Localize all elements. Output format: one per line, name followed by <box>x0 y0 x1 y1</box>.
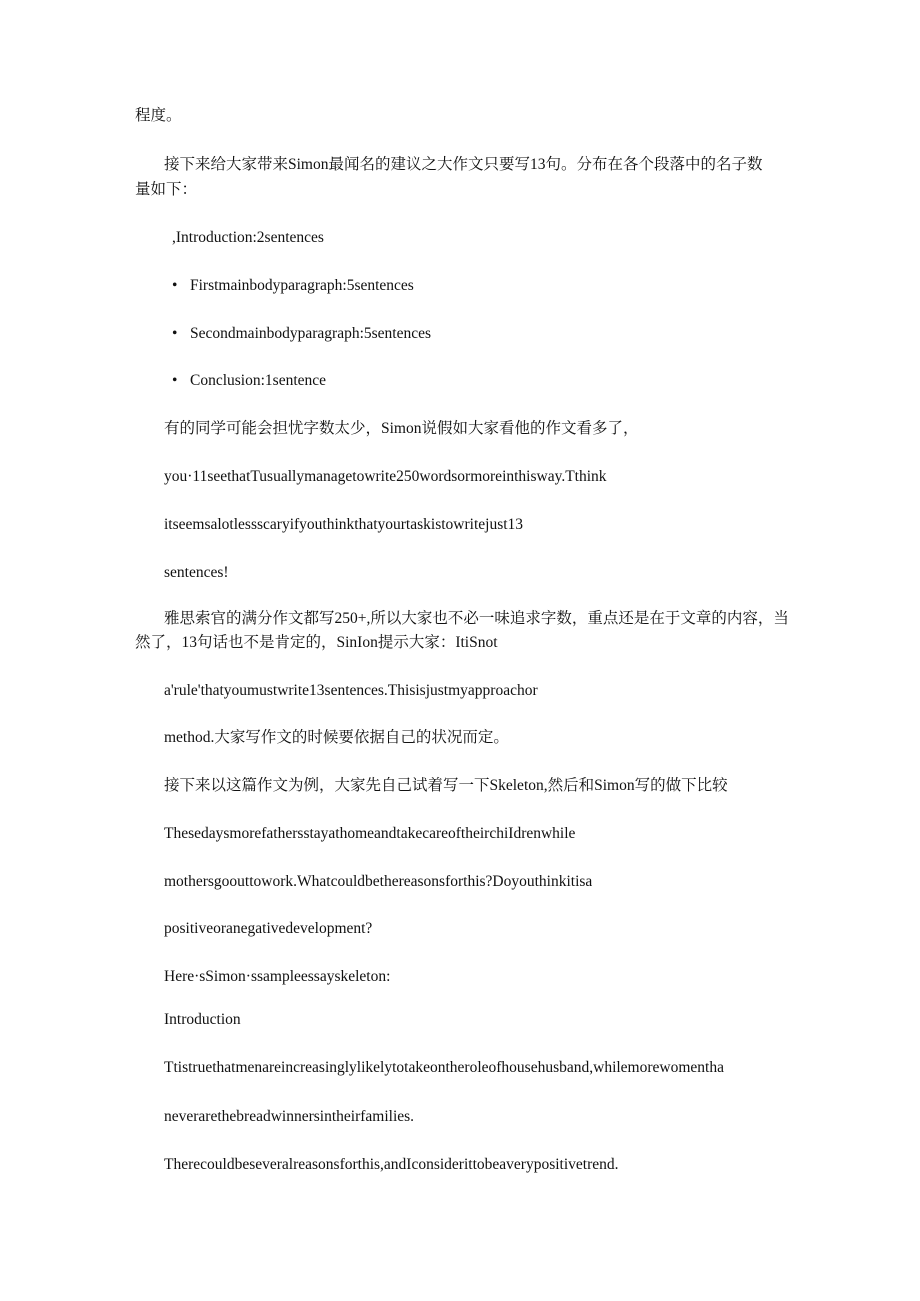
text-line: 程度。 <box>135 107 182 124</box>
text-line: you·11seethatTusuallymanagetowrite250wordsormoreinthisway.Tthink <box>164 468 607 485</box>
text-line: 雅思索官的满分作文都写250+,所以大家也不必一味追求字数，重点还是在于文章的内容，当 <box>164 610 789 627</box>
text-line: 然了，13句话也不是肯定的，SinIon提示大家：ItiSnot <box>135 634 498 651</box>
text-line: Here·sSimon·ssampleessayskeleton: <box>164 968 391 985</box>
text-line: ThesedaysmorefathersstayathomeandtakecareoftheirchiIdrenwhile <box>164 825 576 842</box>
text-line: Therecouldbeseveralreasonsforthis,andIconsiderittobeaverypositivetrend. <box>164 1156 619 1173</box>
list-item: Secondmainbodyparagraph:5sentences <box>190 325 432 342</box>
text-line: Ttistruethatmenareincreasinglylikelytotakeontheroleofhousehusband,whilemorewomentha <box>164 1059 724 1076</box>
list-item: ,Introduction:2sentences <box>172 229 324 246</box>
text-line: a'rule'thatyoumustwrite13sentences.Thisisjustmyapproachor <box>164 682 538 699</box>
text-line: mothersgoouttowork.Whatcouldbethereasonsforthis?Doyouthinkitisa <box>164 873 593 890</box>
text-line: 接下来以这篇作文为例，大家先自己试着写一下Skeleton,然后和Simon写的做下比较 <box>164 777 728 794</box>
bullet-icon: • <box>172 325 178 342</box>
list-item: Conclusion:1sentence <box>190 372 327 389</box>
text-line: neverarethebreadwinnersintheirfamilies. <box>164 1108 415 1125</box>
text-line: 量如下： <box>135 181 198 198</box>
section-heading: Introduction <box>164 1011 241 1028</box>
bullet-icon: • <box>172 372 178 389</box>
text-line: 接下来给大家带来Simon最闻名的建议之大作文只要写13句。分布在各个段落中的名子数 <box>164 156 763 173</box>
text-line: sentences! <box>164 564 229 581</box>
text-line: positiveoranegativedevelopment? <box>164 920 373 937</box>
list-item: Firstmainbodyparagraph:5sentences <box>190 277 414 294</box>
text-line: itseemsalotlessscaryifyouthinkthatyourtaskistowritejust13 <box>164 516 524 533</box>
text-line: method.大家写作文的时候要依据自己的状况而定。 <box>164 729 509 746</box>
bullet-icon: • <box>172 277 178 294</box>
text-line: 有的同学可能会担忧字数太少，Simon说假如大家看他的作文看多了， <box>164 420 639 437</box>
